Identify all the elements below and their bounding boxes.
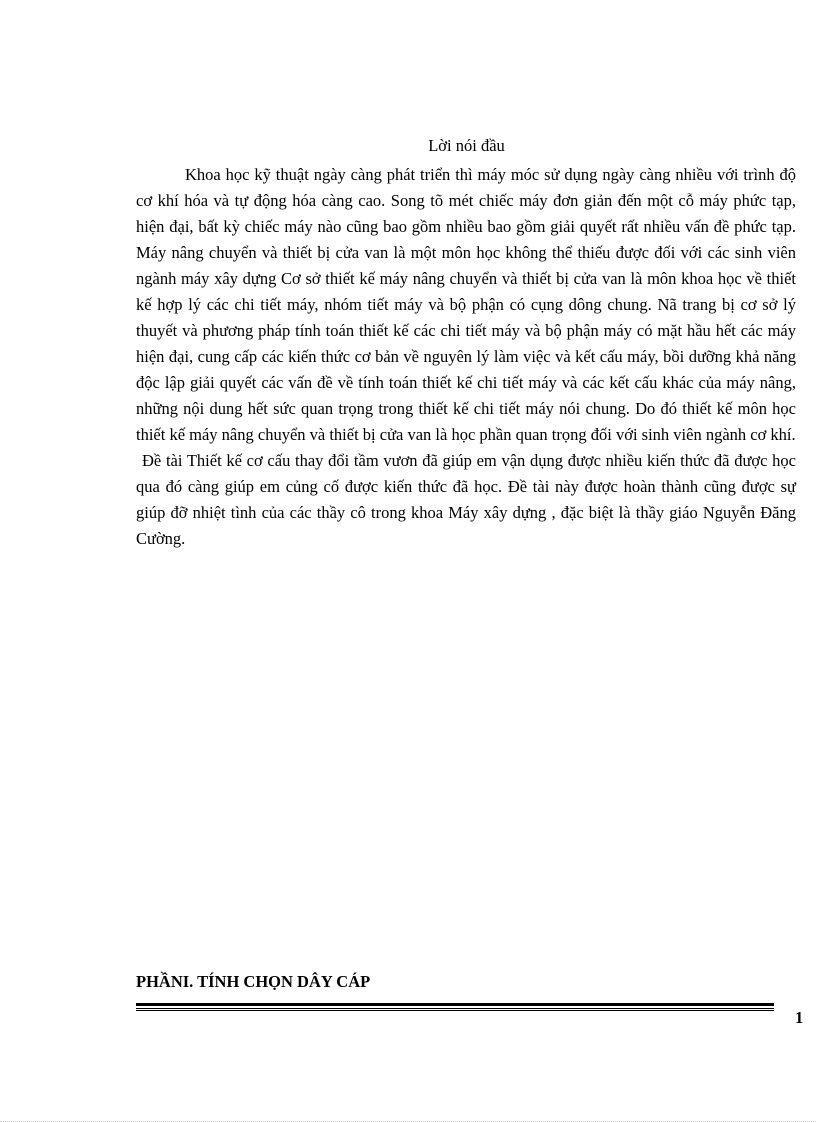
paragraph-intro: Khoa học kỹ thuật ngày càng phát triển thì máy móc sử dụng ngày càng nhiều với trình độ cơ khí hóa và tự động hóa càng cao. Song tõ mét chiếc máy đơn giản đến một cỗ máy phức tạp, hiện đại, bất kỳ chiếc máy nào cũng bao gồm nhiều bao gồm giải quyết rất nhiều vấn đề phức tạp. Máy nâng chuyển và thiết bị cửa van là một môn học không thể thiếu được đối với các sinh viên ngành máy xây dựng Cơ sở thiết kế máy nâng chuyển và thiết bị cửa van là môn khoa học về thiết kế hợp lý các chi tiết máy, nhóm tiết máy và bộ phận có cụng dông chung. Nã trang bị cơ sở lý thuyết và phương pháp tính toán thiết kế các chi tiết máy và bộ phận máy có mặt hầu hết các máy hiện đại, cung cấp các kiến thức cơ bản về nguyên lý làm việc và kết cấu máy, bồi dưỡng khả năng độc lập giải quyết các vấn đề về tính toán thiết kế chi tiết máy và các kết cấu khác của máy nâng, những nội dung hết sức quan trọng trong thiết kế chi tiết máy nói chung. Do đó thiết kế môn học thiết kế máy nâng chuyển và thiết bị cửa van là học phần quan trọng đối với sinh viên ngành cơ khí. [136, 165, 796, 444]
page-title: Lời nói đầu [428, 136, 505, 155]
body-text [136, 162, 796, 552]
paragraph-topic: Đề tài Thiết kế cơ cấu thay đổi tầm vươn đã giúp em vận dụng được nhiều kiến thức đã được học qua đó càng giúp em củng cố được kiến thức đã học. Đề tài này được hoàn thành cũng được sự giúp đỡ nhiệt tình của các thầy cô trong khoa Máy xây dựng , đặc biệt là thầy giáo Nguyễn Đăng Cường. [136, 451, 796, 548]
page-number: 1 [795, 1008, 804, 1027]
footer-rule [136, 1003, 774, 1011]
section-heading: PHẦNI. TÍNH CHỌN DÂY CÁP [136, 972, 371, 991]
page-edge-divider [0, 1121, 816, 1122]
